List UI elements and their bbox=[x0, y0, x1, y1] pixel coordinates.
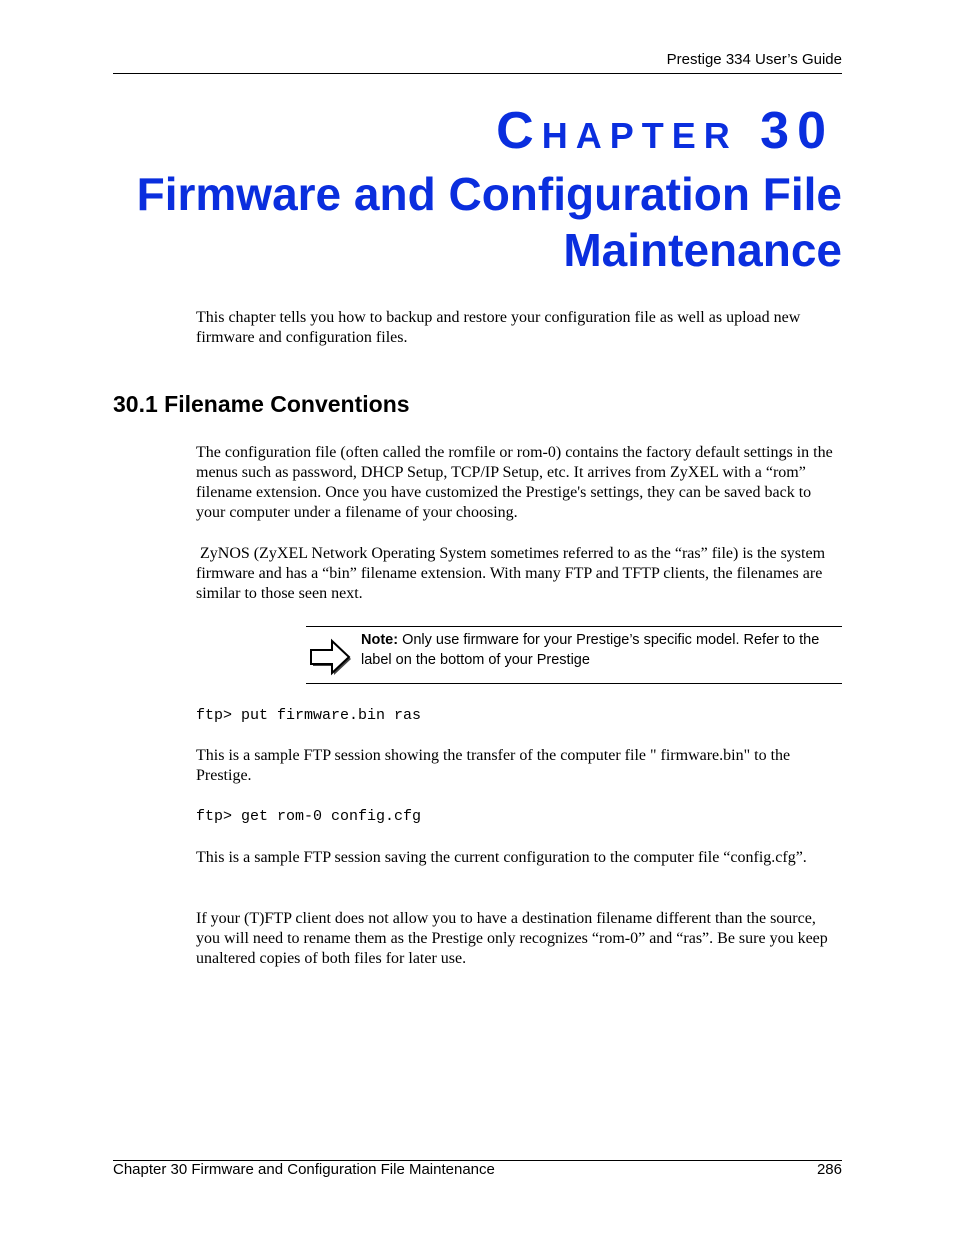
page-number: 286 bbox=[816, 1161, 842, 1178]
note-body: Only use firmware for your Prestige’s specific model. Refer to the label on the bottom of your Prestige bbox=[361, 632, 820, 668]
section-paragraph-1: The configuration file (often called the romfile or rom-0) contains the factory default settings in the menus such as password, DHCP Setup, TCP/IP Setup, etc. It arrives from ZyXEL with a “rom” filename extension. Once you have customized the Prestige's settings, they can be saved back to your computer under a filename of your choosing. bbox=[196, 444, 833, 521]
header-divider bbox=[113, 73, 842, 74]
code-example-get: ftp> get rom-0 config.cfg bbox=[196, 808, 422, 825]
note-text bbox=[361, 630, 838, 670]
arrow-right-icon bbox=[308, 637, 352, 677]
paragraph-rename-advice: If your (T)FTP client does not allow you to have a destination filename different than the source, you will need to rename them as the Prestige only recognizes “rom-0” and “ras”. Be sure you keep unaltered copies of both files for later use. bbox=[196, 910, 828, 967]
chapter-label: Chapter 30 bbox=[496, 102, 834, 160]
section-paragraph-2: ZyNOS (ZyXEL Network Operating System sometimes referred to as the “ras” file) is the system firmware and has a “bin” filename extension. With many FTP and TFTP clients, the filenames are similar to those seen next. bbox=[196, 545, 826, 602]
paragraph-get-explanation: This is a sample FTP session saving the current configuration to the computer file “config.cfg”. bbox=[196, 849, 807, 866]
note-label: Note: bbox=[361, 632, 399, 648]
note-box bbox=[306, 626, 842, 684]
chapter-title bbox=[82, 166, 842, 278]
running-header: Prestige 334 User’s Guide bbox=[666, 51, 842, 68]
intro-paragraph: This chapter tells you how to backup and restore your configuration file as well as upload new firmware and configuration files. bbox=[196, 309, 801, 346]
footer-chapter-title: Chapter 30 Firmware and Configuration File Maintenance bbox=[113, 1161, 495, 1178]
paragraph-put-explanation: This is a sample FTP session showing the transfer of the computer file " firmware.bin" to the Prestige. bbox=[196, 747, 791, 784]
section-title: 30.1 Filename Conventions bbox=[113, 391, 410, 417]
chapter-title-line-2: Maintenance bbox=[563, 224, 842, 276]
code-example-put: ftp> put firmware.bin ras bbox=[196, 707, 422, 724]
chapter-title-line-1: Firmware and Configuration File bbox=[136, 168, 842, 220]
